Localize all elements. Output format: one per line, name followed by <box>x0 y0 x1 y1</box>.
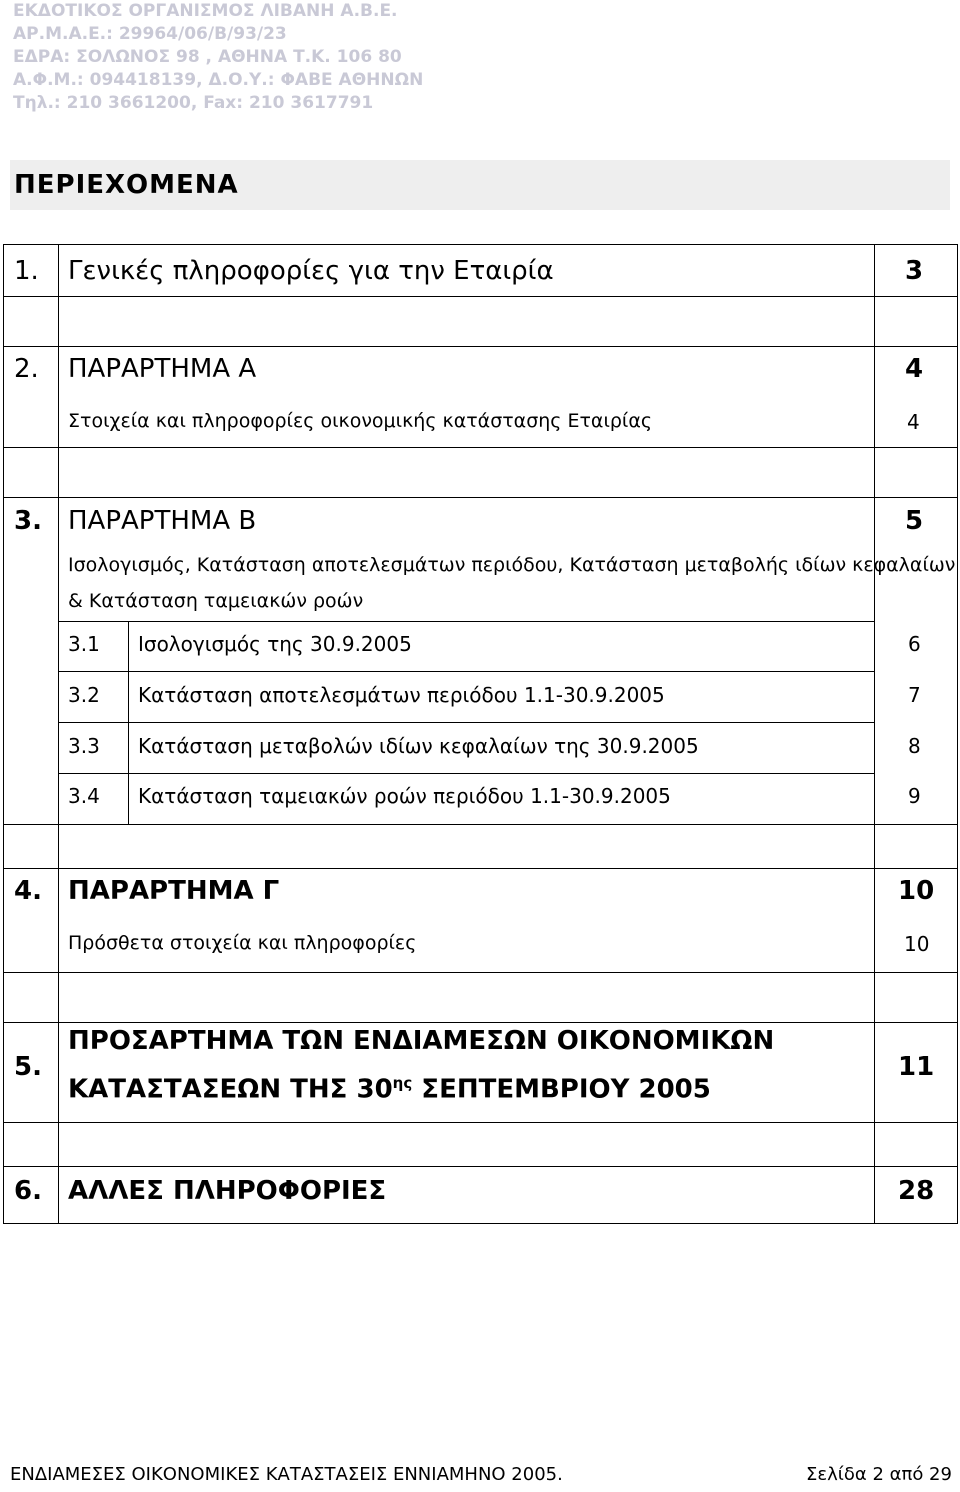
toc-section-5-number: 5. <box>14 1052 42 1082</box>
toc-section-4-title[interactable]: ΠΑΡΑΡΤΗΜΑ Γ <box>68 876 280 906</box>
toc-section-2-title[interactable]: ΠΑΡΑΡΤΗΜΑ Α <box>68 354 257 384</box>
page-title: ΠΕΡΙΕΧΟΜΕΝΑ <box>14 170 239 200</box>
subsection-row-divider <box>58 671 874 672</box>
toc-row-divider <box>3 346 958 347</box>
toc-section-1-title[interactable]: Γενικές πληροφορίες για την Εταιρία <box>68 256 554 286</box>
toc-subsection-page: 7 <box>908 683 921 707</box>
contact-phone-fax: Τηλ.: 210 3661200, Fax: 210 3617791 <box>13 93 374 113</box>
registration-number: ΑΡ.Μ.Α.Ε.: 29964/06/Β/93/23 <box>13 24 287 44</box>
toc-subsection-title[interactable]: Κατάσταση ταμειακών ροών περιόδου 1.1-30.9.2005 <box>138 784 671 808</box>
toc-subsection-number: 3.3 <box>68 734 100 758</box>
toc-section-3-number: 3. <box>14 506 42 536</box>
toc-section-6-page: 28 <box>898 1176 935 1206</box>
toc-row-divider <box>3 972 958 973</box>
subsection-row-divider <box>58 773 874 774</box>
toc-section-4-sub-page: 10 <box>904 932 930 956</box>
toc-section-5-title-line2[interactable] <box>68 1074 711 1105</box>
toc-section-4-page: 10 <box>898 876 935 906</box>
toc-section-5-page: 11 <box>898 1052 935 1082</box>
toc-subsection-page: 9 <box>908 784 921 808</box>
toc-row-divider <box>3 868 958 869</box>
toc-row-divider <box>3 1022 958 1023</box>
company-name: ΕΚΔΟΤΙΚΟΣ ΟΡΓΑΝΙΣΜΟΣ ΛΙΒΑΝΗ Α.Β.Ε. <box>13 1 398 21</box>
toc-section-3-description-cont: & Κατάσταση ταμειακών ροών <box>68 590 364 612</box>
company-address: ΕΔΡΑ: ΣΟΛΩΝΟΣ 98 , ΑΘΗΝΑ Τ.Κ. 106 80 <box>13 47 402 67</box>
company-header <box>13 0 423 115</box>
toc-section-3-description: Ισολογισμός, Κατάσταση αποτελεσμάτων περιόδου, Κατάσταση μεταβολής ιδίων κεφαλαίων <box>68 554 956 576</box>
toc-section-5-title-line2-end: ΣΕΠΤΕΜΒΡΙΟΥ 2005 <box>412 1074 711 1105</box>
toc-section-2-sub-page: 4 <box>907 410 920 434</box>
toc-subsection-title[interactable]: Κατάσταση αποτελεσμάτων περιόδου 1.1-30.9.2005 <box>138 683 665 707</box>
toc-section-4-sub-title[interactable]: Πρόσθετα στοιχεία και πληροφορίες <box>68 932 417 954</box>
toc-subsection-number: 3.1 <box>68 632 100 656</box>
toc-row-divider <box>3 447 958 448</box>
toc-subsection-title[interactable]: Ισολογισμός της 30.9.2005 <box>138 632 412 656</box>
footer-document-title: ΕΝΔΙΑΜΕΣΕΣ ΟΙΚΟΝΟΜΙΚΕΣ ΚΑΤΑΣΤΑΣΕΙΣ ΕΝΝΙΑΜΗΝΟ 2005. <box>10 1464 563 1485</box>
toc-subsection-number: 3.4 <box>68 784 100 808</box>
toc-subsection-title[interactable]: Κατάσταση μεταβολών ιδίων κεφαλαίων της 30.9.2005 <box>138 734 699 758</box>
toc-row-divider <box>3 497 958 498</box>
toc-section-4-number: 4. <box>14 876 42 906</box>
toc-section-2-sub-title[interactable]: Στοιχεία και πληροφορίες οικονομικής κατάστασης Εταιρίας <box>68 410 653 432</box>
ordinal-superscript: ης <box>392 1074 413 1092</box>
subsection-row-divider <box>58 722 874 723</box>
toc-column-divider-right <box>874 244 875 1224</box>
toc-row-divider <box>3 824 958 825</box>
toc-section-6-title[interactable]: ΑΛΛΕΣ ΠΛΗΡΟΦΟΡΙΕΣ <box>68 1176 387 1206</box>
toc-section-3-title[interactable]: ΠΑΡΑΡΤΗΜΑ Β <box>68 506 257 536</box>
footer-page-number: Σελίδα 2 από 29 <box>806 1464 952 1485</box>
tax-id: Α.Φ.Μ.: 094418139, Δ.Ο.Υ.: ΦΑΒΕ ΑΘΗΝΩΝ <box>13 70 424 90</box>
subsection-row-divider <box>58 621 874 622</box>
toc-section-1-number: 1. <box>14 256 39 286</box>
toc-section-2-page: 4 <box>905 354 924 384</box>
contents-title-bar <box>10 160 950 210</box>
toc-section-6-number: 6. <box>14 1176 42 1206</box>
toc-section-1-page: 3 <box>905 256 924 286</box>
toc-section-3-page: 5 <box>905 506 924 536</box>
toc-subsection-page: 6 <box>908 632 921 656</box>
toc-subsection-number: 3.2 <box>68 683 100 707</box>
toc-row-divider <box>3 1122 958 1123</box>
toc-column-divider-left <box>58 244 59 1224</box>
toc-row-divider <box>3 296 958 297</box>
toc-subsection-page: 8 <box>908 734 921 758</box>
toc-section-5-title-line2-start: ΚΑΤΑΣΤΑΣΕΩΝ ΤΗΣ 30 <box>68 1074 393 1105</box>
toc-row-divider <box>3 1166 958 1167</box>
toc-section-5-title-line1[interactable]: ΠΡΟΣΑΡΤΗΜΑ ΤΩΝ ΕΝΔΙΑΜΕΣΩΝ ΟΙΚΟΝΟΜΙΚΩΝ <box>68 1026 775 1056</box>
toc-section-2-number: 2. <box>14 354 39 384</box>
